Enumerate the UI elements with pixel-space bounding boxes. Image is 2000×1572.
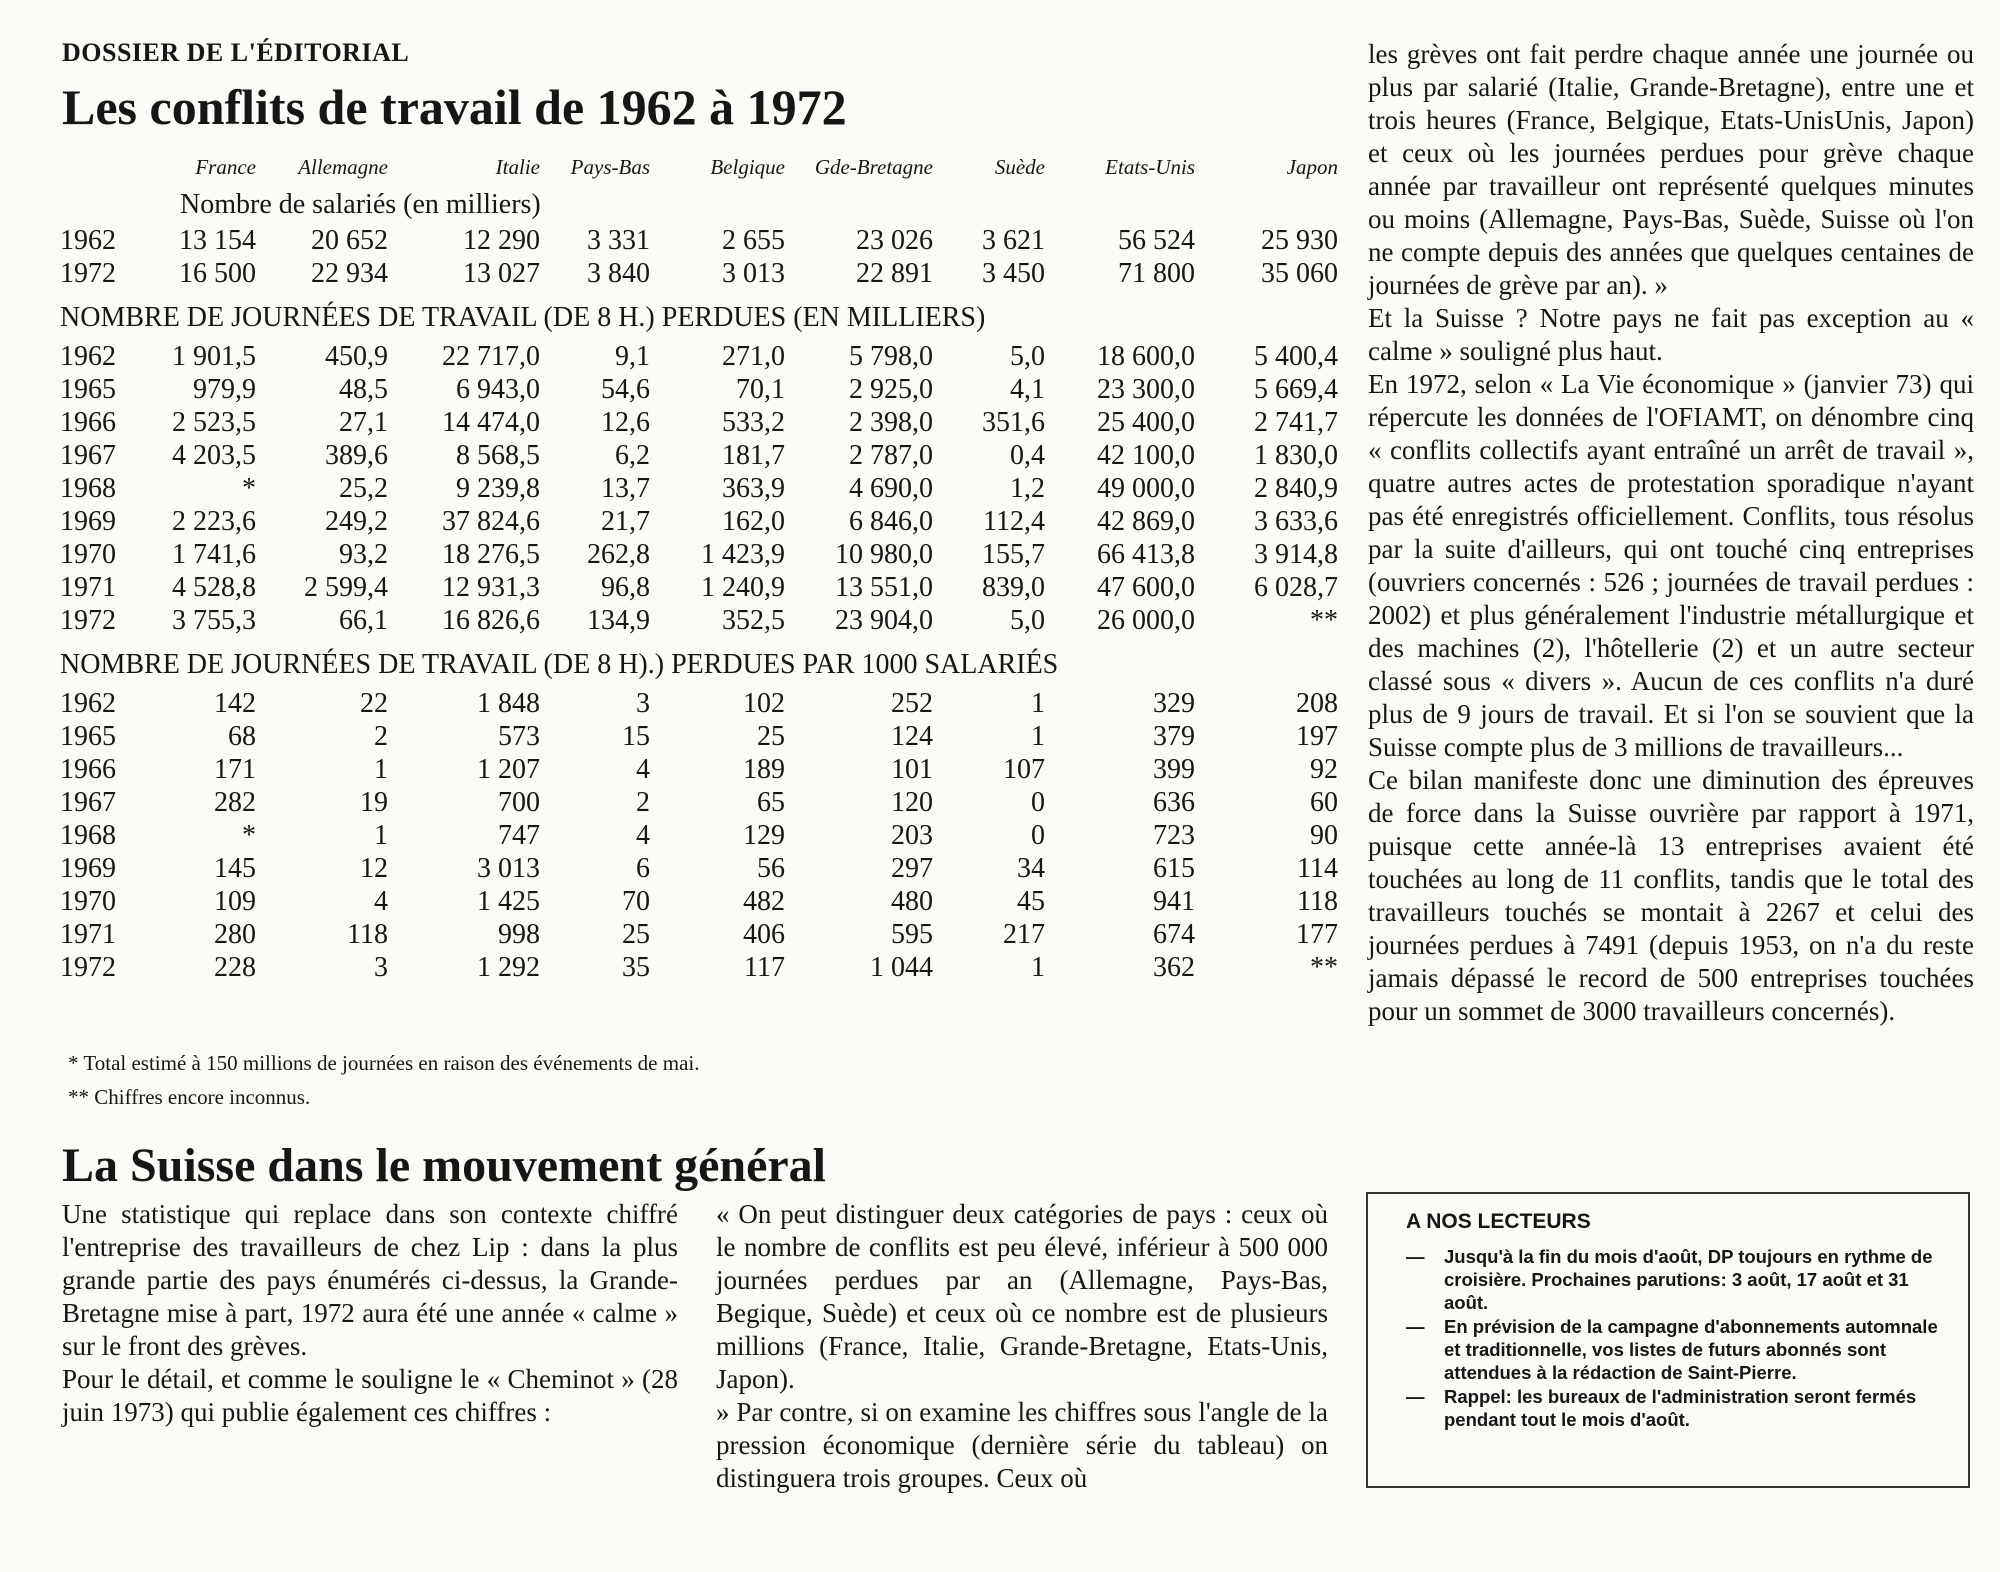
value-cell: 2 840,9 (1254, 473, 1338, 504)
value-cell: 399 (1153, 754, 1195, 785)
value-cell: 56 524 (1118, 225, 1195, 256)
value-cell: 2 (636, 787, 650, 818)
value-cell: 1 044 (870, 952, 933, 983)
paragraph: Et la Suisse ? Notre pays ne fait pas exception au « calme » souligné plus haut. (1368, 303, 1974, 366)
value-cell: 25 400,0 (1097, 407, 1195, 438)
value-cell: 35 060 (1261, 258, 1338, 289)
value-cell: 71 800 (1118, 258, 1195, 289)
table-row (60, 224, 1338, 257)
value-cell: 13 551,0 (835, 572, 933, 603)
employees-label: Nombre de salariés (en milliers) (180, 188, 541, 220)
table-row (60, 852, 1338, 885)
value-cell: 5,0 (1010, 341, 1045, 372)
table-row (60, 571, 1338, 604)
strike-statistics-table (60, 150, 1338, 984)
value-cell: 747 (498, 820, 540, 851)
value-cell: 118 (347, 919, 388, 950)
value-cell: 109 (214, 886, 256, 917)
value-cell: 282 (214, 787, 256, 818)
value-cell: 271,0 (722, 341, 785, 372)
year-cell: 1968 (60, 473, 116, 504)
value-cell: 5 798,0 (849, 341, 933, 372)
country-header: France (195, 154, 256, 179)
paragraph: Pour le détail, et comme le souligne le « Cheminot » (28 juin 1973) qui publie également ces chiffres : (62, 1364, 678, 1427)
value-cell: 1,2 (1010, 473, 1045, 504)
value-cell: 68 (228, 721, 256, 752)
value-cell: 70 (622, 886, 650, 917)
value-cell: 3 755,3 (172, 605, 256, 636)
value-cell: 16 826,6 (442, 605, 540, 636)
value-cell: 3 840 (587, 258, 650, 289)
country-header: Gde-Bretagne (814, 154, 933, 179)
page-title: Les conflits de travail de 1962 à 1972 (62, 79, 847, 135)
value-cell: 1 423,9 (701, 539, 785, 570)
value-cell: 16 500 (179, 258, 256, 289)
value-cell: 102 (743, 688, 785, 719)
table-row (60, 406, 1338, 439)
value-cell: 162,0 (722, 506, 785, 537)
value-cell: 998 (498, 919, 540, 950)
value-cell: 2 398,0 (849, 407, 933, 438)
value-cell: 189 (743, 754, 785, 785)
value-cell: 118 (1297, 886, 1338, 917)
value-cell: 48,5 (339, 374, 388, 405)
value-cell: 177 (1296, 919, 1338, 950)
value-cell: 979,9 (193, 374, 256, 405)
value-cell: 197 (1296, 721, 1338, 752)
value-cell: 3 (374, 952, 388, 983)
value-cell: 4 528,8 (172, 572, 256, 603)
value-cell: 8 568,5 (456, 440, 540, 471)
value-cell: 3 450 (982, 258, 1045, 289)
value-cell: 352,5 (722, 605, 785, 636)
value-cell: 19 (360, 787, 388, 818)
value-cell: 280 (214, 919, 256, 950)
value-cell: 700 (498, 787, 540, 818)
value-cell: 117 (744, 952, 785, 983)
table-row (60, 505, 1338, 538)
value-cell: 93,2 (339, 539, 388, 570)
value-cell: 0,4 (1010, 440, 1045, 471)
value-cell: 145 (214, 853, 256, 884)
value-cell: 22 717,0 (442, 341, 540, 372)
value-cell: 21,7 (601, 506, 650, 537)
value-cell: 1 741,6 (172, 539, 256, 570)
value-cell: 20 652 (311, 225, 388, 256)
year-cell: 1970 (60, 886, 116, 917)
value-cell: 363,9 (722, 473, 785, 504)
value-cell: 56 (757, 853, 785, 884)
value-cell: 25 (757, 721, 785, 752)
year-cell: 1972 (60, 258, 116, 289)
value-cell: 66,1 (339, 605, 388, 636)
table-row (60, 687, 1338, 720)
value-cell: * (242, 473, 256, 504)
value-cell: 636 (1153, 787, 1195, 818)
value-cell: 3 (636, 688, 650, 719)
table-row (60, 373, 1338, 406)
country-header: Japon (1286, 154, 1338, 179)
value-cell: 595 (891, 919, 933, 950)
value-cell: 10 980,0 (835, 539, 933, 570)
days-lost-label: NOMBRE DE JOURNÉES DE TRAVAIL (DE 8 H.) PERDUES (EN MILLIERS) (60, 302, 986, 333)
year-cell: 1969 (60, 853, 116, 884)
table-row (60, 257, 1338, 290)
country-header-row (60, 150, 1338, 184)
table-row (60, 786, 1338, 819)
notice-dash: — (1406, 1316, 1425, 1337)
value-cell: 203 (891, 820, 933, 851)
value-cell: 114 (1297, 853, 1338, 884)
value-cell: 450,9 (325, 341, 388, 372)
value-cell: 674 (1153, 919, 1195, 950)
notice-dash: — (1406, 1246, 1425, 1267)
value-cell: 573 (498, 721, 540, 752)
value-cell: 25 930 (1261, 225, 1338, 256)
value-cell: 65 (757, 787, 785, 818)
value-cell: 14 474,0 (442, 407, 540, 438)
value-cell: ** (1310, 952, 1338, 983)
value-cell: 1 425 (477, 886, 540, 917)
value-cell: 2 (374, 721, 388, 752)
value-cell: 92 (1310, 754, 1338, 785)
value-cell: 66 413,8 (1097, 539, 1195, 570)
value-cell: 26 000,0 (1097, 605, 1195, 636)
paragraph: les grèves ont fait perdre chaque année une journée ou plus par salarié (Italie, Grande-Bretagne), entre une et trois heures (France, Belgique, Etats-UnisUnis, Japon) et ceux où les journées perdues pour grève chaque année par travailleur ont représenté quelques minutes ou moins (Allemagne, Pays-Bas, Suède, Suisse où l'on ne compte depuis des années que quelques centaines de journées de grève par an). » (1368, 39, 1974, 300)
value-cell: 1 (374, 820, 388, 851)
readers-notice-box (1366, 1192, 1970, 1488)
table-row (60, 753, 1338, 786)
value-cell: 208 (1296, 688, 1338, 719)
value-cell: 941 (1153, 886, 1195, 917)
value-cell: 252 (891, 688, 933, 719)
value-cell: 4,1 (1010, 374, 1045, 405)
value-cell: 12,6 (601, 407, 650, 438)
year-cell: 1967 (60, 440, 116, 471)
notice-title: A NOS LECTEURS (1406, 1210, 1591, 1233)
value-cell: 18 276,5 (442, 539, 540, 570)
article-column-2 (716, 1198, 1328, 1495)
value-cell: 3 621 (982, 225, 1045, 256)
table-row (60, 885, 1338, 918)
value-cell: 42 869,0 (1097, 506, 1195, 537)
value-cell: 171 (214, 754, 256, 785)
value-cell: 25,2 (339, 473, 388, 504)
value-cell: 351,6 (982, 407, 1045, 438)
value-cell: 96,8 (601, 572, 650, 603)
value-cell: 2 599,4 (304, 572, 388, 603)
value-cell: 22 891 (856, 258, 933, 289)
section-kicker: DOSSIER DE L'ÉDITORIAL (62, 38, 410, 67)
table-row (60, 538, 1338, 571)
notice-list (1406, 1245, 1948, 1431)
footnote: ** Chiffres encore inconnus. (68, 1085, 311, 1109)
value-cell: 6 028,7 (1254, 572, 1338, 603)
value-cell: 112,4 (983, 506, 1045, 537)
value-cell: 6 943,0 (456, 374, 540, 405)
value-cell: 142 (214, 688, 256, 719)
paragraph: « On peut distinguer deux catégories de pays : ceux où le nombre de conflits est peu élevé, inférieur à 500 000 journées perdues par an (Allemagne, Pays-Bas, Begique, Suède) et ceux où ce nombre est de plusieurs millions (France, Italie, Grande-Bretagne, Etats-Unis, Japon). (716, 1199, 1328, 1394)
days-lost-section (60, 290, 1338, 637)
year-cell: 1962 (60, 688, 116, 719)
value-cell: 615 (1153, 853, 1195, 884)
value-cell: 15 (622, 721, 650, 752)
value-cell: 839,0 (982, 572, 1045, 603)
value-cell: 13 154 (179, 225, 256, 256)
value-cell: 4 690,0 (849, 473, 933, 504)
value-cell: 181,7 (722, 440, 785, 471)
value-cell: 70,1 (736, 374, 785, 405)
value-cell: 120 (891, 787, 933, 818)
value-cell: 1 207 (477, 754, 540, 785)
value-cell: 9,1 (615, 341, 650, 372)
per1000-section (60, 637, 1338, 984)
country-header: Allemagne (298, 154, 388, 179)
paragraph: » Par contre, si on examine les chiffres sous l'angle de la pression économique (dernière série du tableau) on distinguera trois groupes. Ceux où (716, 1397, 1328, 1493)
year-cell: 1962 (60, 225, 116, 256)
value-cell: 6 (636, 853, 650, 884)
value-cell: 297 (891, 853, 933, 884)
value-cell: 9 239,8 (456, 473, 540, 504)
value-cell: * (242, 820, 256, 851)
value-cell: 3 331 (587, 225, 650, 256)
year-cell: 1962 (60, 341, 116, 372)
value-cell: 3 914,8 (1254, 539, 1338, 570)
value-cell: 2 925,0 (849, 374, 933, 405)
notice-item: — Rappel: les bureaux de l'administration seront fermés pendant tout le mois d'août. (1406, 1386, 1917, 1430)
value-cell: 2 741,7 (1254, 407, 1338, 438)
year-cell: 1969 (60, 506, 116, 537)
table-row (60, 951, 1338, 984)
value-cell: 3 013 (722, 258, 785, 289)
paragraph: Une statistique qui replace dans son contexte chiffré l'entreprise des travailleurs de chez Lip : dans la plus grande partie des pays énumérés ci-dessus, la Grande-Bretagne mise à part, 1972 aura été une année « calme » sur le front des grèves. (62, 1199, 678, 1361)
country-header: Etats-Unis (1105, 154, 1195, 179)
value-cell: 34 (1017, 853, 1045, 884)
employees-section (60, 184, 1338, 290)
table-row (60, 604, 1338, 637)
value-cell: 723 (1153, 820, 1195, 851)
notice-dash: — (1406, 1386, 1425, 1407)
year-cell: 1971 (60, 572, 116, 603)
paragraph: En 1972, selon « La Vie économique » (janvier 73) qui répercute les données de l'OFIAMT, on dénombre cinq « conflits collectifs ayant entraîné un arrêt de travail », quatre autres actes de protestation sporadique n'ayant pas été enregistrés officiellement. Conflits, tous résolus par la suite d'ailleurs, qui ont touché cinq entreprises (ouvriers concernés : 526 ; journées de travail perdues : 2002) et plus généralement l'industrie métallurgique et des machines (2), l'hôtellerie (2) et un autre secteur classé sous « divers ». Aucun de ces conflits n'a duré plus de 9 jours de travail. Et si l'on se souvient que la Suisse compte plus de 3 millions de travailleurs... (1368, 369, 1974, 762)
article-column-1 (62, 1198, 678, 1429)
value-cell: 1 (1031, 721, 1045, 752)
value-cell: 23 904,0 (835, 605, 933, 636)
notice-item: — En prévision de la campagne d'abonnements automnale et traditionnelle, vos listes de futurs abonnés sont attendues à la rédaction de Saint-Pierre. (1406, 1316, 1938, 1383)
value-cell: 90 (1310, 820, 1338, 851)
value-cell: 0 (1031, 820, 1045, 851)
year-cell: 1967 (60, 787, 116, 818)
year-cell: 1965 (60, 721, 116, 752)
value-cell: 47 600,0 (1097, 572, 1195, 603)
value-cell: 379 (1153, 721, 1195, 752)
table-row (60, 918, 1338, 951)
value-cell: 2 787,0 (849, 440, 933, 471)
value-cell: 5,0 (1010, 605, 1045, 636)
value-cell: 228 (214, 952, 256, 983)
value-cell: 1 (1031, 952, 1045, 983)
value-cell: 389,6 (325, 440, 388, 471)
value-cell: 13,7 (601, 473, 650, 504)
table-row (60, 340, 1338, 373)
table-row (60, 819, 1338, 852)
value-cell: 22 (360, 688, 388, 719)
value-cell: 533,2 (722, 407, 785, 438)
year-cell: 1970 (60, 539, 116, 570)
value-cell: 217 (1003, 919, 1045, 950)
country-header: Pays-Bas (570, 154, 650, 179)
value-cell: ** (1310, 605, 1338, 636)
year-cell: 1966 (60, 407, 116, 438)
value-cell: 18 600,0 (1097, 341, 1195, 372)
value-cell: 45 (1017, 886, 1045, 917)
value-cell: 0 (1031, 787, 1045, 818)
value-cell: 35 (622, 952, 650, 983)
value-cell: 1 (1031, 688, 1045, 719)
table-row (60, 439, 1338, 472)
value-cell: 6,2 (615, 440, 650, 471)
value-cell: 12 (360, 853, 388, 884)
value-cell: 124 (891, 721, 933, 752)
value-cell: 4 203,5 (172, 440, 256, 471)
value-cell: 2 223,6 (172, 506, 256, 537)
value-cell: 23 300,0 (1097, 374, 1195, 405)
country-header: Belgique (710, 154, 785, 179)
country-header: Suède (994, 154, 1045, 179)
value-cell: 5 669,4 (1254, 374, 1338, 405)
value-cell: 2 655 (722, 225, 785, 256)
year-cell: 1972 (60, 952, 116, 983)
value-cell: 406 (743, 919, 785, 950)
article-subtitle: La Suisse dans le mouvement général (62, 1139, 827, 1192)
value-cell: 1 830,0 (1254, 440, 1338, 471)
value-cell: 25 (622, 919, 650, 950)
table-footnotes (68, 1046, 700, 1114)
value-cell: 329 (1153, 688, 1195, 719)
value-cell: 4 (636, 754, 650, 785)
year-cell: 1971 (60, 919, 116, 950)
year-cell: 1972 (60, 605, 116, 636)
value-cell: 49 000,0 (1097, 473, 1195, 504)
value-cell: 12 931,3 (442, 572, 540, 603)
table-row (60, 472, 1338, 505)
value-cell: 129 (743, 820, 785, 851)
value-cell: 480 (891, 886, 933, 917)
value-cell: 23 026 (856, 225, 933, 256)
value-cell: 1 292 (477, 952, 540, 983)
value-cell: 155,7 (982, 539, 1045, 570)
value-cell: 107 (1003, 754, 1045, 785)
value-cell: 1 (374, 754, 388, 785)
value-cell: 3 633,6 (1254, 506, 1338, 537)
per1000-label: NOMBRE DE JOURNÉES DE TRAVAIL (DE 8 H).) PERDUES PAR 1000 SALARIÉS (60, 649, 1059, 680)
value-cell: 134,9 (587, 605, 650, 636)
value-cell: 1 901,5 (172, 341, 256, 372)
value-cell: 37 824,6 (442, 506, 540, 537)
value-cell: 482 (743, 886, 785, 917)
year-cell: 1968 (60, 820, 116, 851)
notice-item: — Jusqu'à la fin du mois d'août, DP toujours en rythme de croisière. Prochaines parutions: 3 août, 17 août et 31 août. (1406, 1246, 1933, 1313)
value-cell: 4 (374, 886, 388, 917)
value-cell: 5 400,4 (1254, 341, 1338, 372)
article-column-3 (1368, 38, 1974, 1028)
footnote: * Total estimé à 150 millions de journées en raison des événements de mai. (68, 1051, 700, 1075)
country-header: Italie (495, 154, 540, 179)
year-cell: 1965 (60, 374, 116, 405)
paragraph: Ce bilan manifeste donc une diminution des épreuves de force dans la Suisse ouvrière par rapport à 1971, puisque cette année-là 13 entreprises avaient été touchées au long de 11 conflits, tandis que le total des travailleurs touchés se montait à 2267 et celui des journées perdues à 7491 (depuis 1953, on n'a du reste jamais dépassé le record de 500 entreprises touchées pour un sommet de 3000 travailleurs concernés). (1368, 765, 1974, 1026)
value-cell: 101 (891, 754, 933, 785)
value-cell: 2 523,5 (172, 407, 256, 438)
year-cell: 1966 (60, 754, 116, 785)
value-cell: 4 (636, 820, 650, 851)
table-row (60, 720, 1338, 753)
value-cell: 12 290 (463, 225, 540, 256)
value-cell: 6 846,0 (849, 506, 933, 537)
value-cell: 362 (1153, 952, 1195, 983)
value-cell: 1 848 (477, 688, 540, 719)
value-cell: 27,1 (339, 407, 388, 438)
value-cell: 13 027 (463, 258, 540, 289)
value-cell: 249,2 (325, 506, 388, 537)
value-cell: 262,8 (587, 539, 650, 570)
value-cell: 54,6 (601, 374, 650, 405)
value-cell: 60 (1310, 787, 1338, 818)
value-cell: 3 013 (477, 853, 540, 884)
value-cell: 42 100,0 (1097, 440, 1195, 471)
value-cell: 22 934 (311, 258, 388, 289)
value-cell: 1 240,9 (701, 572, 785, 603)
